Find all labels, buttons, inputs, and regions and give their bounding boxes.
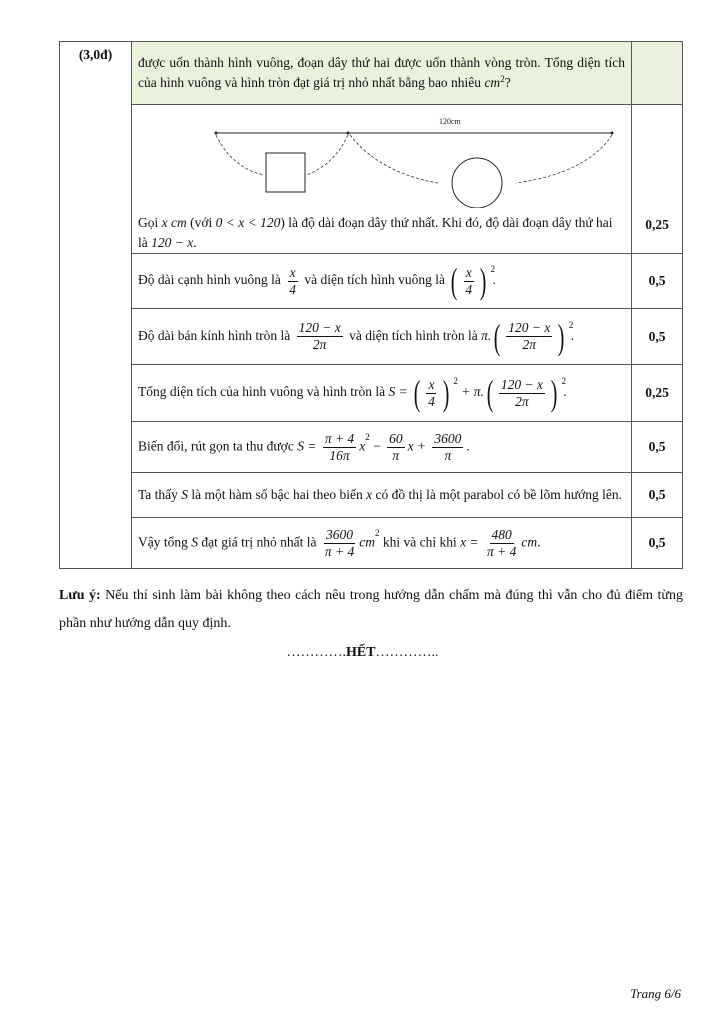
wire-end-dot: [611, 132, 614, 135]
total-denominator-1: 4: [428, 393, 435, 409]
solution-row-3: [60, 309, 683, 365]
min-value-unit-exponent: 2: [374, 527, 380, 538]
circle-area-expression: ( $\frac{120 - x}{2\pi}$ ) 2: [493, 316, 574, 357]
coef-denominator-2: π: [392, 447, 400, 463]
solution-row-1: [60, 105, 683, 254]
step-7-s: S: [191, 534, 198, 550]
minus-sign: −: [373, 438, 381, 454]
x-plus: x +: [407, 438, 427, 454]
coef-numerator-2: 60: [389, 430, 403, 446]
step-3-part-1: Độ dài bán kính hình tròn là: [138, 327, 291, 343]
step-6-s: S: [181, 487, 189, 502]
step-7-part-3: khi và chỉ khi: [382, 534, 457, 550]
circle-denominator: 2π: [522, 337, 537, 352]
step-4-points: 0,25: [632, 365, 683, 422]
arc-to-square-right: [306, 135, 348, 175]
radius-numerator: 120 − x: [298, 320, 341, 335]
s-equals: S =: [388, 384, 408, 400]
step-3-period: .: [570, 327, 575, 343]
end-dots-right: …………..: [375, 645, 439, 660]
wire-length-label: 120cm: [439, 117, 461, 126]
radius-fraction: [297, 320, 343, 353]
step-2-part-2: và diện tích hình vuông là: [304, 272, 445, 288]
problem-statement: được uốn thành hình vuông, đoạn dây thứ hai được uốn thành vòng tròn. Tổng diện tích của hình vuông và hình tròn đạt giá trị nhỏ nhất bằng bao nhiêu: [138, 55, 625, 90]
arc-to-circle-right: [516, 135, 612, 183]
step-2-points: 0,5: [632, 254, 683, 309]
coef-fraction-1: [323, 431, 356, 464]
s-equals-2: S =: [297, 438, 317, 454]
solution-row-4: [60, 365, 683, 422]
grading-note: [59, 582, 683, 638]
step-4-part-1: Tổng diện tích của hình vuông và hình tròn là: [138, 384, 386, 400]
wire-start-dot: [215, 132, 218, 135]
note-label: Lưu ý:: [59, 588, 101, 603]
solution-step-4: [132, 365, 632, 422]
step-6-points: 0,5: [632, 473, 683, 518]
x-value-numerator: 480: [491, 526, 512, 542]
area-denominator: 4: [465, 281, 473, 297]
circle-numerator: 120 − x: [508, 320, 551, 335]
step-7-period: .: [537, 534, 541, 550]
total-exponent-2: 2: [561, 376, 566, 386]
total-denominator-2: 2π: [515, 393, 529, 409]
step-1-period: .: [193, 235, 197, 250]
step-5-part-1: Biến đổi, rút gọn ta thu được: [138, 438, 294, 454]
arc-to-circle-left: [350, 135, 438, 183]
step-6-part-2: là một hàm số bậc hai theo biến: [191, 487, 363, 502]
problem-question-mark: ?: [504, 75, 511, 90]
step-1-condition: 0 < x < 120: [215, 215, 281, 230]
solution-step-2: [132, 254, 632, 309]
solution-row-6: [60, 473, 683, 518]
x-exponent: 2: [365, 431, 370, 442]
end-word: HẾT: [345, 645, 376, 660]
coef-denominator-3: π: [444, 447, 452, 463]
step-1-part-1: Gọi: [138, 215, 159, 230]
wire-diagram: [202, 113, 702, 208]
radius-denominator: 2π: [312, 337, 327, 352]
grading-table: [59, 41, 683, 569]
step-7-part-2: đạt giá trị nhỏ nhất là: [201, 534, 317, 550]
problem-row: [60, 42, 683, 105]
step-5-period: .: [466, 438, 470, 454]
end-dots-left: ………….: [286, 645, 346, 660]
x-value-denominator: π + 4: [486, 543, 517, 559]
circle-exponent: 2: [568, 319, 574, 330]
x-equals: x =: [460, 534, 479, 550]
step-1-part-3: ) là độ dài đoạn dây thứ nhất. Khi đó, độ dài đoạn dây thứ hai là: [138, 215, 613, 250]
step-6-part-3: có đồ thị là một parabol có bề lõm hướng lên.: [375, 487, 623, 502]
step-2-part-1: Độ dài cạnh hình vuông là: [138, 272, 281, 288]
solution-row-2: [60, 254, 683, 309]
solution-step-5: [132, 422, 632, 473]
min-value-denominator: π + 4: [324, 543, 355, 559]
min-value-numerator: 3600: [326, 526, 354, 542]
step-2-period: .: [492, 272, 496, 288]
total-numerator-2: 120 − x: [500, 376, 543, 392]
side-numerator: x: [289, 264, 296, 280]
step-1-variable: x cm: [161, 215, 187, 230]
step-7-part-1: Vậy tổng: [138, 534, 188, 550]
problem-points-cell: [632, 42, 683, 105]
solution-step-6: [132, 473, 632, 518]
solution-step-3: [132, 309, 632, 365]
solution-step-7: [132, 518, 632, 569]
plus-pi: + π.: [461, 384, 484, 400]
min-value-unit: cm: [359, 534, 375, 550]
arc-to-square-left: [216, 135, 264, 175]
step-3-part-2: và diện tích hình tròn là: [349, 327, 478, 343]
coef-denominator-1: 16π: [329, 447, 350, 463]
total-circle-term: ( $\frac{120 - x}{2\pi}$ ) 2: [486, 373, 566, 413]
total-numerator-1: x: [428, 376, 435, 392]
coef-fraction-3: [432, 431, 463, 464]
pi-symbol: π.: [481, 327, 492, 343]
problem-score: (3,0đ): [60, 42, 132, 569]
circle-shape: [452, 158, 502, 208]
coef-numerator-1: π + 4: [324, 430, 355, 446]
solution-row-7: [60, 518, 683, 569]
step-3-points: 0,5: [632, 309, 683, 365]
step-5-points: 0,5: [632, 422, 683, 473]
page-number: Trang 6/6: [630, 986, 681, 1001]
solution-row-5: [60, 422, 683, 473]
square-area-expression: ( $\frac{x}{4}$ ) 2: [451, 261, 496, 301]
area-exponent: 2: [490, 264, 496, 274]
end-marker: [0, 645, 725, 661]
square-shape: [266, 153, 305, 192]
step-1-part-2: (với: [190, 215, 213, 230]
note-text: Nếu thí sinh làm bài không theo cách nêu trong hướng dẫn chấm mà đúng thì vẫn cho đủ điểm từng phần như hướng dẫn quy định.: [59, 588, 684, 631]
problem-text: [132, 42, 632, 105]
side-fraction: [287, 265, 298, 298]
step-7-points: 0,5: [632, 518, 683, 569]
step-4-period: .: [563, 384, 567, 400]
solution-step-1: [132, 105, 632, 254]
total-exponent-1: 2: [453, 376, 458, 386]
step-6-part-1: Ta thấy: [138, 487, 178, 502]
wire-cut-dot: [347, 132, 350, 135]
x-value-unit: cm: [521, 534, 538, 550]
min-value-fraction: [323, 527, 356, 560]
x-value-fraction: [485, 527, 518, 560]
total-square-term: ( $\frac{x}{4}$ ) 2: [413, 373, 458, 413]
area-numerator: x: [465, 264, 472, 280]
problem-unit: cm: [484, 75, 501, 90]
side-denominator: 4: [289, 281, 296, 297]
coef-fraction-2: [387, 431, 405, 464]
step-6-x: x: [366, 487, 373, 502]
step-1-points: 0,25: [632, 105, 683, 254]
step-1-expression: 120 − x: [151, 235, 194, 250]
x-squared: x: [359, 438, 366, 454]
problem-unit-exponent: 2: [500, 74, 505, 84]
step-1-text: [138, 213, 625, 253]
coef-numerator-3: 3600: [434, 430, 462, 446]
